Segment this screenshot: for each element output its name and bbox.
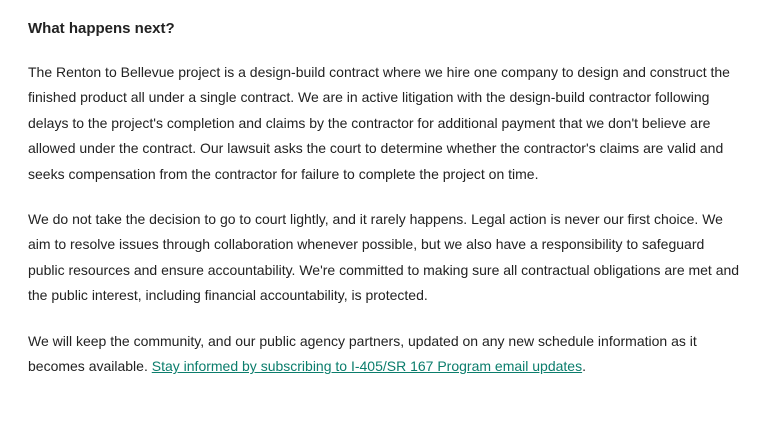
paragraph-updates-text: We will keep the community, and our public agency partners, updated on any new schedule information as it becomes available. [28, 332, 697, 375]
paragraph-updates-period: . [582, 358, 586, 375]
paragraph-updates [28, 329, 742, 380]
paragraph-legal-action: We do not take the decision to go to court lightly, and it rarely happens. Legal action is never our first choice. We aim to resolve issues through collaboration whenever possible, but we also have a responsibility to safeguard public resources and ensure accountability. We're committed to making sure all contractual obligations are met and the public interest, including financial accountability, is protected. [28, 211, 740, 304]
paragraph-project-overview: The Renton to Bellevue project is a design-build contract where we hire one company to design and construct the finished product all under a single contract. We are in active litigation with the design-build contractor following delays to the project's completion and claims by the contractor for additional payment that we don't believe are allowed under the contract. Our lawsuit asks the court to determine whether the contractor's claims are valid and seeks compensation from the contractor for failure to complete the project on time. [28, 64, 730, 182]
section-heading: What happens next? [28, 20, 175, 37]
subscribe-email-updates-link[interactable]: Stay informed by subscribing to I-405/SR 167 Program email updates [151, 358, 583, 375]
article-section [28, 18, 742, 399]
